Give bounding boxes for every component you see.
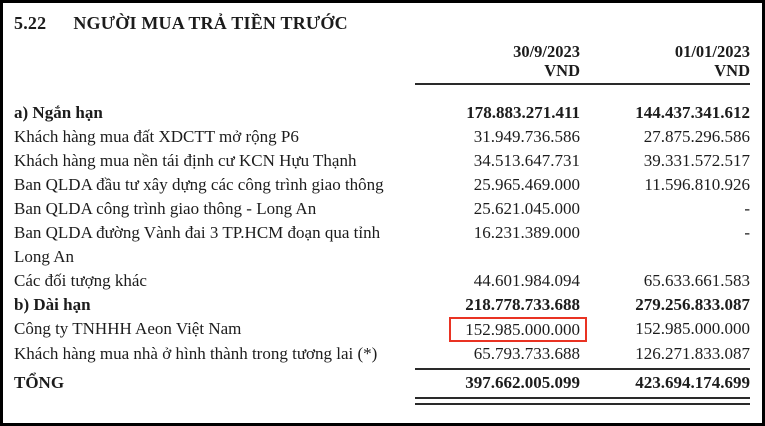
section-heading bbox=[14, 13, 750, 34]
column-date-2: 01/01/2023 bbox=[674, 42, 750, 61]
table-row bbox=[14, 101, 750, 125]
row-value-col1: 44.601.984.094 bbox=[473, 271, 580, 290]
total-divider-line bbox=[415, 368, 750, 370]
row-label: Ban QLDA đường Vành đai 3 TP.HCM đoạn qua tỉnh Long An bbox=[14, 223, 381, 266]
row-label: Ban QLDA đầu tư xây dựng các công trình giao thông bbox=[14, 175, 384, 194]
row-label: Ban QLDA công trình giao thông - Long An bbox=[14, 199, 317, 218]
table-row bbox=[14, 293, 750, 317]
section-number: 5.22 bbox=[14, 13, 47, 33]
highlight-annotation-box: 152.985.000.000 bbox=[449, 317, 587, 342]
row-value-col2: 11.596.810.926 bbox=[644, 175, 750, 194]
row-label: Khách hàng mua nhà ở hình thành trong tương lai (*) bbox=[14, 344, 378, 363]
row-label: a) Ngắn hạn bbox=[14, 103, 103, 122]
table-row bbox=[14, 221, 750, 269]
row-value-col2: 39.331.572.517 bbox=[643, 151, 750, 170]
header-spacer bbox=[14, 42, 414, 80]
table-row bbox=[14, 173, 750, 197]
total-value-col2: 423.694.174.699 bbox=[635, 373, 750, 392]
row-value-col1: 65.793.733.688 bbox=[473, 344, 580, 363]
row-value-col2: - bbox=[744, 223, 750, 242]
total-double-underline bbox=[415, 397, 750, 405]
table-row-aeon bbox=[14, 317, 750, 342]
column-date-1: 30/9/2023 bbox=[513, 42, 580, 61]
row-label: Khách hàng mua nền tái định cư KCN Hựu Thạnh bbox=[14, 151, 357, 170]
row-value-col2: 27.875.296.586 bbox=[643, 127, 750, 146]
row-label: Công ty TNHHH Aeon Việt Nam bbox=[14, 319, 242, 338]
row-label: b) Dài hạn bbox=[14, 295, 91, 314]
row-value-col2: 279.256.833.087 bbox=[635, 295, 750, 314]
total-label: TỔNG bbox=[14, 373, 65, 392]
row-value-col1: 25.965.469.000 bbox=[473, 175, 580, 194]
row-value-col2: - bbox=[744, 199, 750, 218]
row-label: Các đối tượng khác bbox=[14, 271, 147, 290]
header-underline bbox=[415, 83, 750, 85]
row-value-col1: 31.949.736.586 bbox=[473, 127, 580, 146]
row-value-col1: 25.621.045.000 bbox=[473, 199, 580, 218]
row-value-col2: 144.437.341.612 bbox=[635, 103, 750, 122]
row-value-col2: 65.633.661.583 bbox=[643, 271, 750, 290]
total-value-col1: 397.662.005.099 bbox=[465, 373, 580, 392]
column-unit-1: VND bbox=[544, 61, 580, 80]
column-header-period-2 bbox=[580, 42, 750, 80]
row-value-col2: 126.271.833.087 bbox=[635, 344, 750, 363]
column-header-period-1 bbox=[414, 42, 580, 80]
table-row bbox=[14, 125, 750, 149]
total-row bbox=[14, 371, 750, 395]
row-value-col1: 178.883.271.411 bbox=[466, 103, 580, 122]
row-value-col1: 34.513.647.731 bbox=[473, 151, 580, 170]
row-value-col1: 16.231.389.000 bbox=[473, 223, 580, 242]
table-row bbox=[14, 269, 750, 293]
table-row bbox=[14, 342, 750, 366]
row-value-col1: 218.778.733.688 bbox=[465, 295, 580, 314]
table-header bbox=[14, 42, 750, 80]
column-unit-2: VND bbox=[714, 61, 750, 80]
table-row bbox=[14, 197, 750, 221]
row-label: Khách hàng mua đất XDCTT mở rộng P6 bbox=[14, 127, 299, 146]
page-title: NGƯỜI MUA TRẢ TIỀN TRƯỚC bbox=[73, 13, 348, 33]
row-value-col2: 152.985.000.000 bbox=[635, 319, 750, 338]
table-body bbox=[14, 101, 750, 405]
row-value-col1 bbox=[414, 317, 580, 342]
table-row bbox=[14, 149, 750, 173]
